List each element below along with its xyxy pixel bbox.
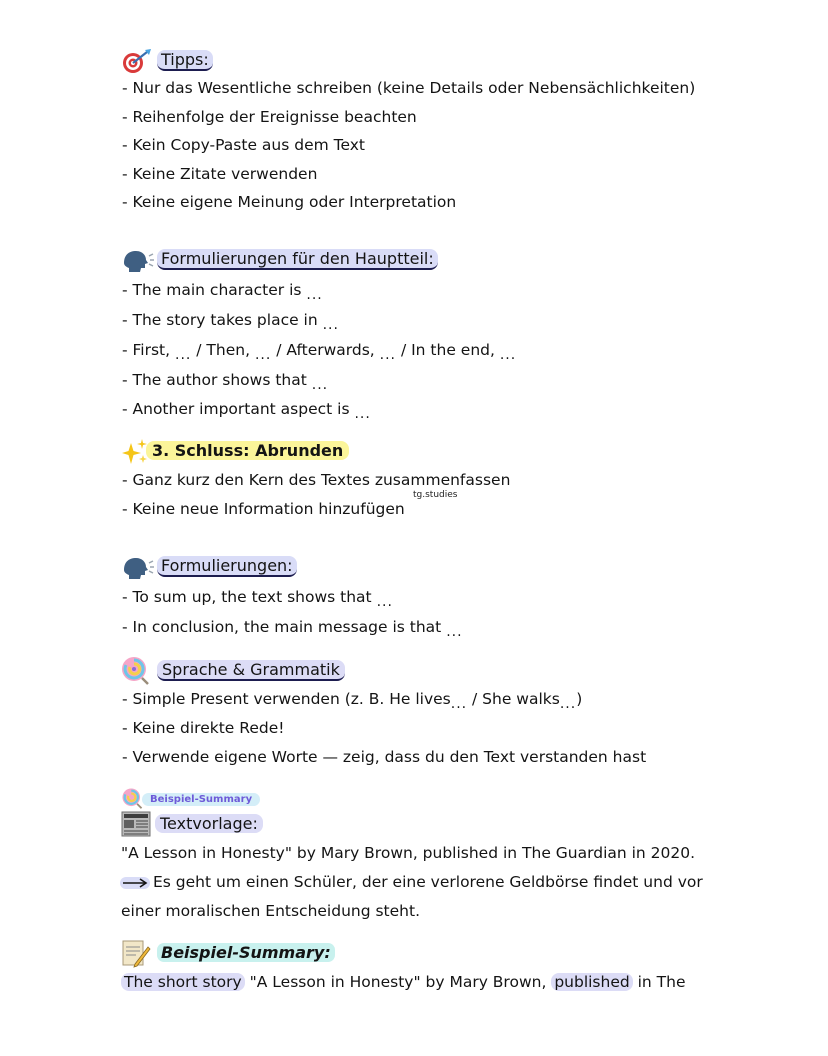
sparkles-icon — [121, 437, 149, 467]
phrase-item: - In conclusion, the main message is that ... — [122, 618, 463, 640]
watermark: tg.studies — [413, 490, 458, 500]
grammar-item: - Simple Present verwenden (z. B. He lives... / She walks...) — [122, 690, 583, 712]
tips-item: - Keine eigene Meinung oder Interpretation — [122, 193, 457, 211]
lollipop-icon — [121, 787, 143, 809]
phrase-item: - First, ... / Then, ... / Afterwards, ... / In the end, ... — [122, 341, 517, 363]
conclusion-item: - Keine neue Information hinzufügen — [122, 500, 405, 518]
source-heading: Textvorlage: — [155, 814, 263, 833]
phrase-item: - The main character is ... — [122, 281, 323, 303]
conclusion-heading: 3. Schluss: Abrunden — [146, 441, 349, 460]
memo-pencil-icon — [121, 938, 151, 968]
speaking-head-icon — [121, 556, 155, 580]
phrase-item: - To sum up, the text shows that ... — [122, 588, 393, 610]
grammar-item: - Verwende eigene Worte — zeig, dass du den Text verstanden hast — [122, 748, 647, 766]
speaking-head-icon — [121, 249, 155, 273]
tips-item: - Nur das Wesentliche schreiben (keine Details oder Nebensächlichkeiten) — [122, 79, 696, 97]
phrase-item: - The author shows that ... — [122, 371, 329, 393]
phrase-item: - The story takes place in ... — [122, 311, 339, 333]
newspaper-icon — [121, 811, 151, 837]
tips-heading: Tipps: — [157, 50, 213, 71]
lollipop-icon — [120, 655, 150, 685]
example-label: Beispiel-Summary — [142, 793, 260, 806]
grammar-heading: Sprache & Grammatik — [157, 660, 345, 681]
conclusion-phrases-heading: Formulierungen: — [157, 556, 297, 577]
summary-heading: Beispiel-Summary: — [157, 943, 335, 962]
arrow-line: Es geht um einen Schüler, der eine verlorene Geldbörse findet und vor — [153, 873, 703, 891]
arrow-line-continued: einer moralischen Entscheidung steht. — [121, 902, 421, 920]
grammar-item: - Keine direkte Rede! — [122, 719, 285, 737]
main-phrases-heading: Formulierungen für den Hauptteil: — [157, 249, 438, 270]
target-dart-icon — [121, 48, 153, 76]
summary-text: The short story "A Lesson in Honesty" by Mary Brown, published in The — [121, 972, 686, 992]
tips-item: - Kein Copy-Paste aus dem Text — [122, 136, 365, 154]
tips-item: - Reihenfolge der Ereignisse beachten — [122, 108, 417, 126]
right-arrow-icon — [120, 876, 150, 890]
source-line: "A Lesson in Honesty" by Mary Brown, published in The Guardian in 2020. — [121, 844, 696, 862]
phrase-item: - Another important aspect is ... — [122, 400, 371, 422]
tips-item: - Keine Zitate verwenden — [122, 165, 318, 183]
conclusion-item: - Ganz kurz den Kern des Textes zusammenfassen — [122, 471, 511, 489]
